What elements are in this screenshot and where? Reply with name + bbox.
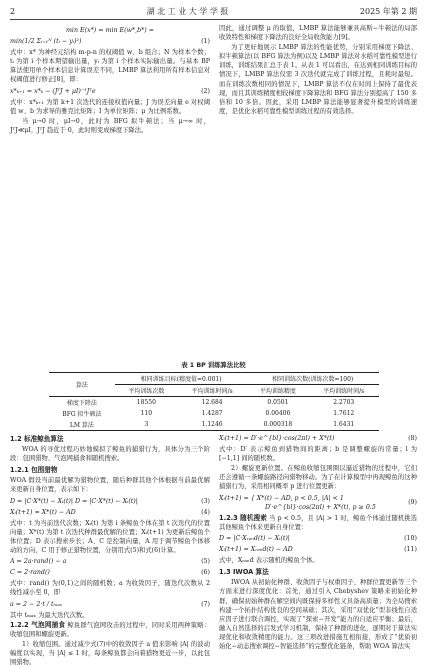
equation-9-case-1: Xᵢ(t+1) = { X*(t) − AD, p < 0.5, |A| < 1 — [219, 494, 344, 502]
paragraph-iwoa: IWOA 从初始化种群、收敛因子与权重因子、种群位置更新等三个方面来进行深度优化：首先，通过引入 Chebyshev 策略来初始化种群，确保初始种群在解空间内既保持多样性又具备高质量；为全局搜索构建一个拓扑结构优良的空间基础；其次，采用“双优化”型非线性自适应因子进行联合调控，实现了“探索−开发”能力的自适应平衡；最后，融入自然选择的启发式学习机制，保持了种群的进化，逐期对于算法实现优化和收敛精度的能力。这三项改进措施互相衔接，形成了“优质初始化−动态搜索调控−智能选择”的完整优化链条，帮助 WOA 算法实 — [219, 579, 417, 650]
paragraph-woa-intro: WOA 的寻优过程巧妙地模拟了鲸鱼的捕猎行为，具体分为三个阶段：包围猎物、气泡网捕食和随机搜索。 — [10, 446, 210, 463]
equation-5 — [10, 557, 210, 566]
table-cell: 18550 — [136, 399, 156, 406]
section-1-3-heading: 1.3 IWOA 算法 — [219, 568, 269, 577]
table-cell: 0.000318 — [247, 419, 309, 431]
equation-2-body: x*ₖ₊₁ = x*ₖ − (JᵀJ + μI)⁻¹Jᵀe — [10, 87, 96, 95]
equation-10 — [219, 534, 417, 543]
table-cell: 1.4287 — [201, 410, 223, 417]
paragraph-dprime: 式中：D′ 表示鲸鱼到猎物间的距离；b 是调整螺旋的常量；l 为 [−1,1] 间的随机数。 — [219, 446, 417, 463]
equation-4 — [10, 508, 210, 517]
paragraph-xrand: 式中，Xᵣₐₙd 表示随机的鲸鱼个体。 — [219, 557, 319, 565]
equation-9-case-2: D′·e^{bl}·cos(2πl) + X*(t), p ≥ 0.5 — [265, 503, 376, 511]
paragraph-mu-limits: 当 μ→0 时，μI→0，此时为 BFG 拟牛顿法；当 μ→∞ 时，JᵀJ≪μI，JᵀJ 趋近于 0，此时则变成梯度下降法。 — [10, 117, 210, 134]
paragraph-bubble-net: 鲸鱼群气泡网攻击的过程中，同时采用两种策略：收缩包围和螺旋更新。 — [10, 621, 210, 638]
equation-6 — [10, 568, 210, 577]
header-same-iterations: 相同训练次数(训练次数=100) — [247, 373, 379, 385]
equation-1-number: (1) — [201, 38, 210, 46]
header-algorithm: 算法 — [49, 373, 116, 397]
equation-1 — [10, 37, 210, 46]
equation-6-number: (6) — [201, 569, 210, 577]
row-algorithm: BFG 拟牛顿法 — [62, 411, 102, 418]
table-cell: 12.684 — [201, 399, 223, 406]
equation-4-number: (4) — [201, 508, 210, 516]
paragraph-lmbp-comparison: 为了更好地展示 LMBP 算法的性能优势，分别采用梯度下降法、拟牛顿算法(以 BFG 算法为例)以及 LMBP 算法对水稻可靠性模型进行训练，训练结果汇总于表 1。从表 1 可以看出，在达到相同训练目标的情况下，LMBP 算法仅需 3 次迭代就完成了训练过程，且耗时最短。而在训练次数相同的情况下，LMBP 算法不仅在时间上保持了最优表现，而且其训练精度相较梯度下降算法和 BFG 算法分别提高了 150 多倍和 10 多倍。因此，采用 LMBP 算法能够显著提升模型的训练速度，是优化水稻可靠性模型训练过程的有效选择。 — [219, 44, 417, 115]
equation-8-number: (8) — [408, 435, 417, 442]
paragraph-encircle: WOA 假设当前最优解为猎物位置，随后种群其他个体根据当前最优解来更新自身位置，表示如下： — [10, 477, 210, 494]
equation-5-number: (5) — [201, 558, 210, 566]
equation-1-line1: min E(x*) = min E(w*,b*) = — [65, 27, 155, 34]
equation-11-number: (11) — [404, 546, 417, 554]
right-column-bottom — [219, 432, 417, 652]
table-row — [49, 397, 379, 409]
equation-5-body: A = 2a·rand() − a — [10, 558, 67, 566]
equation-9-number: (9) — [408, 499, 417, 507]
row-algorithm: 梯度下降法 — [66, 400, 97, 407]
subheader-avg-precision: 平均训练精度 — [247, 385, 309, 397]
equation-10-body: D = |C·Xᵣₐₙd(t) − Xᵢ(t)| — [219, 534, 290, 542]
table-cell: 0.0501 — [267, 399, 289, 406]
header-same-target: 相同训练目标(精度值=0.001) — [115, 373, 247, 385]
equation-11-body: Xᵢ(t+1) = Xᵣₐₙd(t) − AD — [219, 546, 293, 554]
paragraph-mu-tuning: 因此，通过调整 μ 的取值，LMBP 算法能够兼具高斯−牛顿法的局部收敛特性和梯度下降法的良好全局收敛能力[9]。 — [219, 25, 417, 42]
paragraph-spiral-update: 2）螺旋更新位置。在鲸鱼收缩包围圈以逼近猎物的过程中，它们还会遵循一条螺旋路径向猎物移动。为了在计算模型中再现鲸鱼的这种捕猎行为，采用相同概率 p 进行位置更新： — [219, 465, 417, 491]
right-column-top — [219, 24, 417, 117]
paragraph-jacobian-definition: 式中：x*ₖ₊₁ 为第 k+1 次迭代的连接权值向量；J 为误差向量 e 对权阈值 w、b 为求导的雅克比矩阵；I 为单位矩阵；μ 为比例系数。 — [10, 98, 210, 115]
subheader-avg-time-1: 平均训练时间/s — [177, 385, 247, 397]
equation-8 — [219, 434, 417, 443]
journal-name: 湖 北 工 业 大 学 学 报 — [146, 6, 229, 16]
section-1-2-2-heading: 1.2.2 气泡网捕食 — [10, 620, 66, 629]
section-1-2-heading: 1.2 标准鲸鱼算法 — [10, 435, 64, 443]
subheader-avg-time-2: 平均训练时间/s — [309, 385, 379, 397]
bp-algorithm-table — [49, 372, 379, 431]
equation-4-body: Xᵢ(t+1) = X*(t) − AD — [10, 508, 76, 516]
paragraph-tmax: 其中 tₘₐₓ 为最大迭代次数。 — [10, 611, 89, 619]
equation-10-number: (10) — [404, 534, 417, 542]
section-1-2-1-heading: 1.2.1 包围猎物 — [10, 466, 58, 475]
equation-3-body: D = |C·X*(t) − Xᵢ(t)| D = |C·X*(t) − Xᵢ(t)| — [10, 497, 138, 505]
paragraph-shrink-encircle: 1）收缩包围。通过减少式(7)中的收敛因子 a 值来影响 |A| 的波动幅度以实现，当 |A| ≤ 1 时，每条鲸鱼都会向着猎物更近一步，以此包围猎物。 — [10, 640, 210, 667]
paragraph-variables: 式中：t 为当前迭代次数；Xᵢ(t) 为第 i 条鲸鱼个体在第 t 次迭代的位置向量；X*(t) 为第 t 次迭代种群最优解的位置；Xᵢ(t+1) 为更新后鲸鱼个体位置；D 表示搜索步长；A、C 是控制向量，A 用于调节鲸鱼个体移动的方向，C 用于修正猎物位置，分别用式(5)和式(6)计算。 — [10, 519, 210, 555]
table-cell: 3 — [115, 419, 177, 431]
section-1-2-3-heading: 1.2.3 随机搜索 — [219, 513, 267, 522]
header-rule — [10, 19, 417, 20]
table-cell: 110 — [140, 410, 153, 417]
table-cell: 1.1246 — [177, 419, 247, 431]
equation-11 — [219, 545, 417, 554]
paragraph-rand: 式中：rand() 为(0,1)之间的随机数；a 为收敛因子，随迭代次数从 2 线性减小至 0，即 — [10, 580, 210, 597]
subheader-avg-iterations: 平均训练次数 — [115, 385, 177, 397]
equation-7-number: (7) — [201, 600, 210, 608]
table-row — [49, 408, 379, 419]
equation-7 — [10, 600, 210, 609]
table-row — [49, 419, 379, 431]
left-column-top — [10, 24, 210, 136]
paragraph-xstar-definition: 式中：x* 为神经元结构 m-p-n 的权阈值 w、b 组合；N 为样本个数；tᵢ 为第 i 个样本期望输出量，yᵢ 为第 i 个样本实际输出量。与基本 BP 算法使用单个样本信息计算误差不同，LMBP 算法利用所有样本信息对权阈值进行修正[8]，即： — [10, 49, 210, 84]
table-cell: 0.00406 — [265, 410, 291, 417]
page-number: 2 — [10, 6, 16, 16]
equation-7-body: a = 2 − 2·t / tₘₐₓ — [10, 600, 62, 608]
table-1 — [10, 360, 417, 431]
paragraph-random-search: 当 p < 0.5，且 |A| > 1 时，鲸鱼个体通过随机挑选其他鲸鱼个体来更新自身位置： — [219, 514, 417, 531]
row-algorithm: LM 算法 — [49, 419, 116, 431]
equation-2-number: (2) — [201, 87, 210, 95]
table-cell: 1.6431 — [309, 419, 379, 431]
equation-3 — [10, 497, 210, 506]
equation-2 — [10, 87, 210, 96]
issue-label: 2025 年第 2 期 — [359, 6, 417, 16]
equation-6-body: C = 2·rand() — [10, 569, 50, 577]
table-cell: 2.2703 — [333, 399, 355, 406]
equation-1-body: min(1/2 Σᵢ₌₁ᴺ (tᵢ − yᵢ)²) — [10, 38, 82, 46]
table-cell: 1.7612 — [333, 410, 355, 417]
running-header — [10, 4, 417, 18]
equation-3-number: (3) — [201, 497, 210, 505]
equation-9 — [219, 494, 417, 512]
left-column-bottom — [10, 432, 210, 668]
table-caption: 表 1 BP 训练算法比较 — [181, 362, 246, 369]
equation-8-body: Xᵢ(t+1) = D′·e^{bl}·cos(2πl) + X*(t) — [219, 435, 335, 442]
